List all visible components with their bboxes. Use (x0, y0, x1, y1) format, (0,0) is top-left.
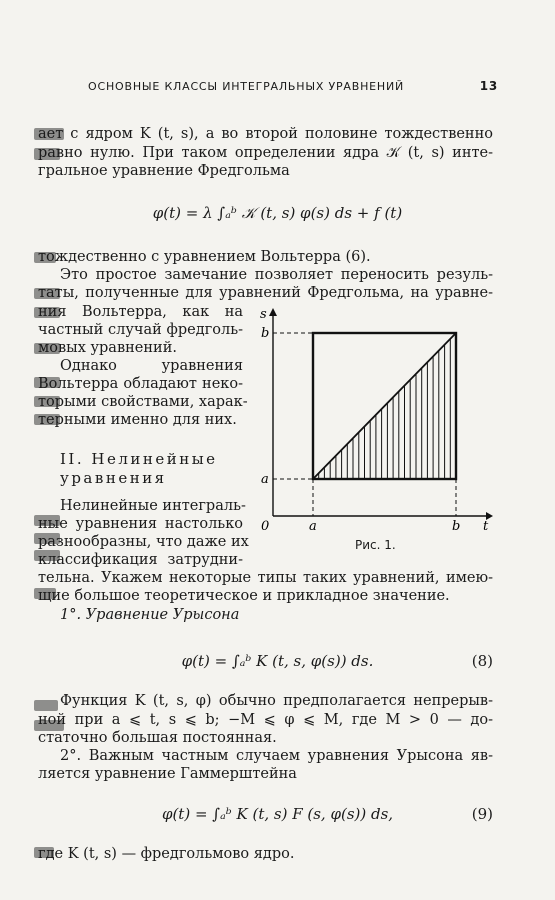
text-line: ной при a ⩽ t, s ⩽ b; −M ⩽ φ ⩽ M, где M > 0 — до- (38, 712, 493, 728)
formula-text: φ(t) = ∫ₐᵇ K (t, s) F (s, φ(s)) ds, (161, 805, 394, 823)
figure-1-diagram (258, 306, 493, 531)
label-b-t: b (452, 519, 461, 531)
text-line: ния Вольтерра, как на (38, 304, 243, 320)
figure-caption: Рис. 1. (355, 538, 396, 552)
text-line: Это простое замечание позволяет переносить резуль- (60, 267, 493, 283)
label-s-axis: s (260, 307, 267, 322)
text-line: ает с ядром K (t, s), а во второй половине тождественно (38, 126, 493, 142)
formula-text: φ(t) = λ ∫ₐᵇ 𝒦 (t, s) φ(s) ds + f (t) (152, 204, 403, 222)
text-line: разнообразны, что даже их (38, 534, 249, 550)
formula-fredholm (0, 204, 555, 222)
label-origin: 0 (261, 519, 270, 531)
running-title: ОСНОВНЫЕ КЛАССЫ ИНТЕГРАЛЬНЫХ УРАВНЕНИЙ (88, 80, 405, 93)
text-line: Функция K (t, s, φ) обычно предполагается непрерыв- (60, 693, 493, 709)
label-a-s: a (261, 472, 269, 487)
section-heading: уравнения (60, 469, 167, 487)
text-line: ные уравнения настолько (38, 516, 243, 532)
s-axis-arrow (269, 308, 277, 316)
text-line: тождественно с уравнением Вольтерра (6). (38, 249, 371, 265)
section-heading: II. Нелинейные (60, 450, 218, 468)
text-line: Вольтерра обладают неко- (38, 376, 243, 392)
page-number: 13 (479, 79, 498, 93)
text-line: тельна. Укажем некоторые типы таких уравнений, имею- (38, 570, 493, 586)
equation-number: (8) (471, 652, 493, 670)
text-line: равно нулю. При таком определении ядра 𝒦 (t, s) инте- (38, 145, 493, 161)
formula-text: φ(t) = ∫ₐᵇ K (t, s, φ(s)) ds. (181, 652, 374, 670)
text-line: частный случай фредголь- (38, 322, 243, 338)
text-line: статочно большая постоянная. (38, 730, 277, 746)
formula-urysohn (0, 652, 555, 670)
text-line: классификация затрудни- (38, 552, 243, 568)
diagonal-t-equals-s (313, 333, 456, 479)
text-line: таты, полученные для уравнений Фредгольма, на уравне- (38, 285, 493, 301)
text-line: торыми свойствами, харак- (38, 394, 248, 410)
label-t-axis: t (483, 519, 489, 531)
text-line: 2°. Важным частным случаем уравнения Урысона яв- (60, 748, 493, 764)
text-line: щие большое теоретическое и прикладное значение. (38, 588, 450, 604)
running-header (88, 80, 498, 93)
equation-number: (9) (471, 805, 493, 823)
subsection-urysohn: 1°. Уравнение Урысона (60, 607, 240, 623)
formula-hammerstein (0, 805, 555, 823)
text-line: Нелинейные интеграль- (60, 498, 246, 514)
text-line: Однако уравнения (60, 358, 243, 374)
text-line: гральное уравнение Фредгольма (38, 163, 290, 179)
text-line: где K (t, s) — фредгольмово ядро. (38, 846, 295, 862)
text-line: мовых уравнений. (38, 340, 177, 356)
label-a-t: a (309, 519, 317, 531)
label-b-s: b (261, 326, 270, 341)
text-line: терными именно для них. (38, 412, 237, 428)
text-line: ляется уравнение Гаммерштейна (38, 766, 297, 782)
